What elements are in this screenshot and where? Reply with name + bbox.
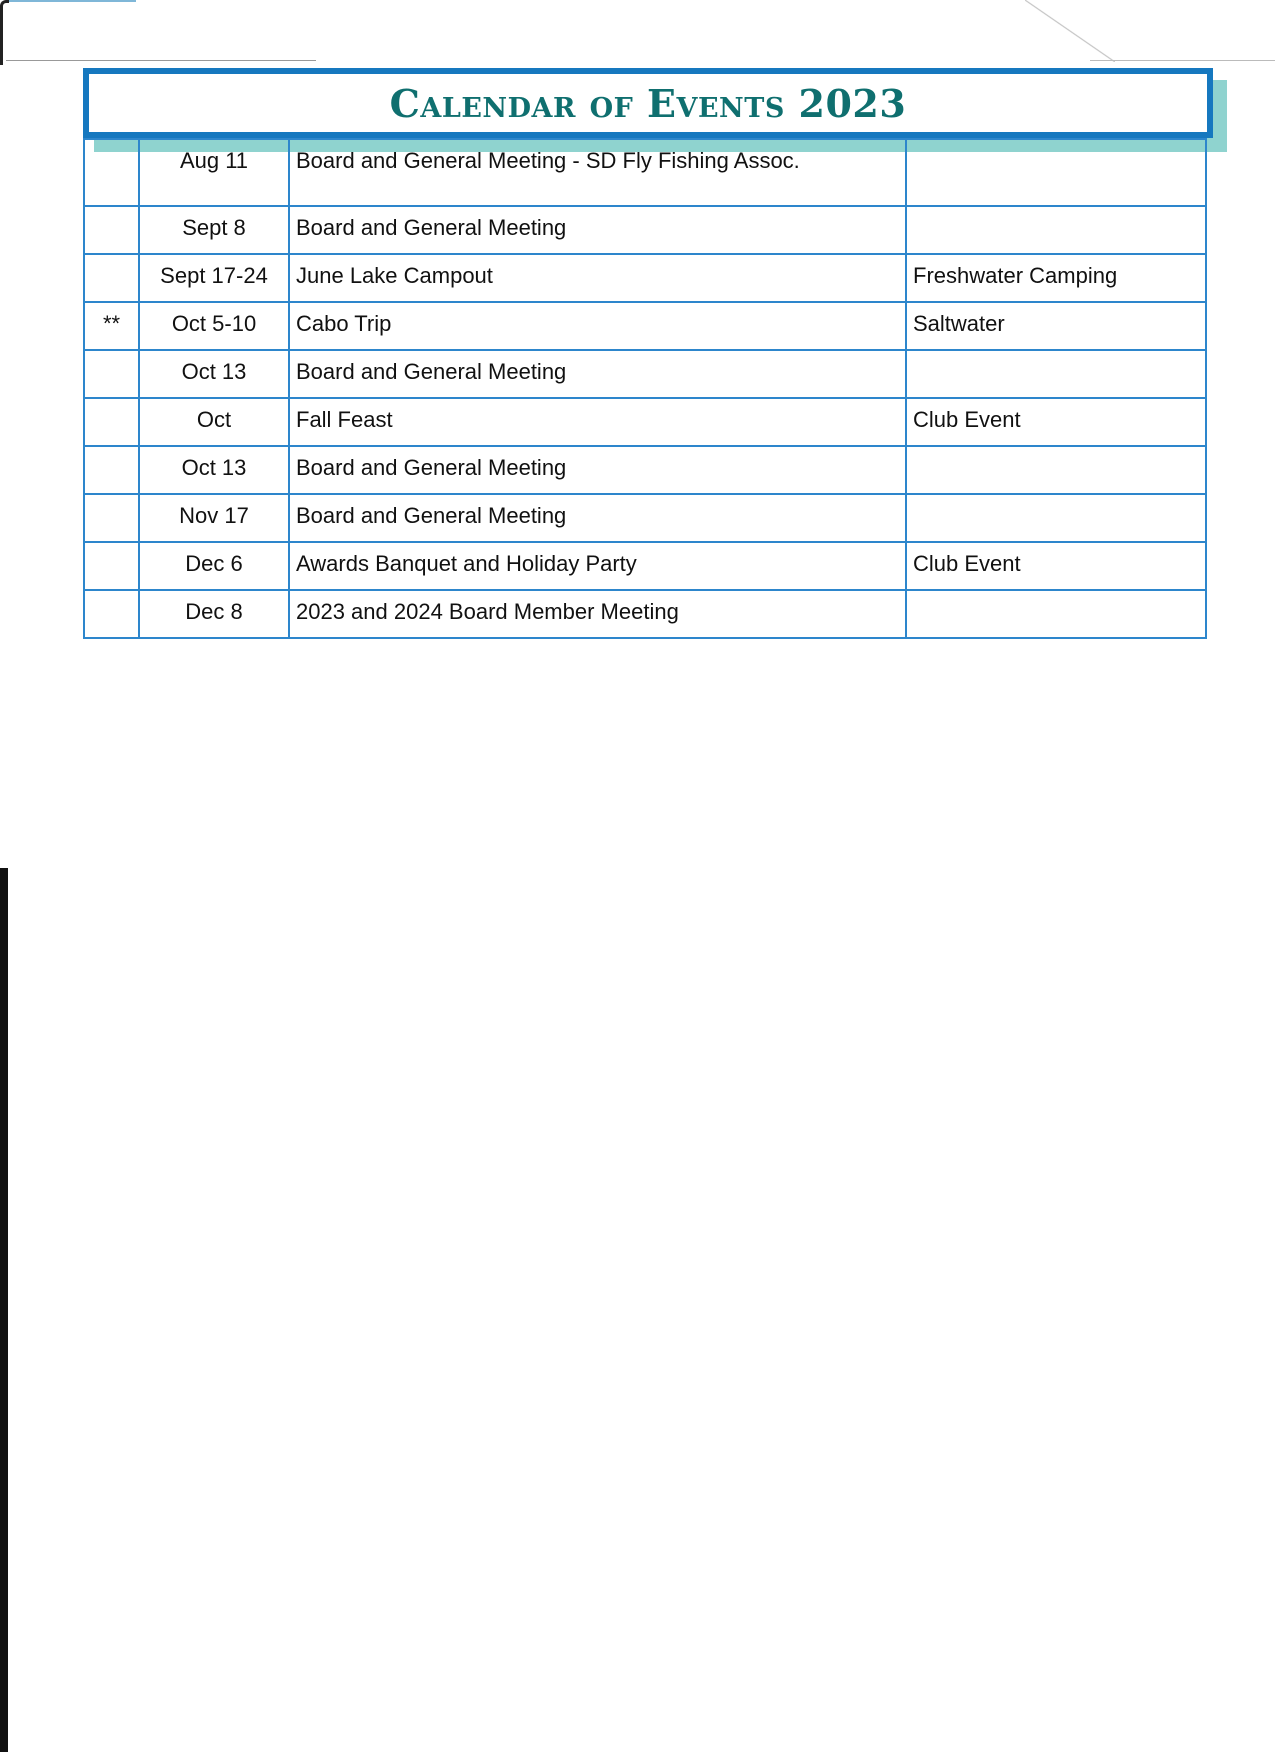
event-category: [906, 139, 1206, 206]
event-mark: [84, 542, 139, 590]
table-row: [84, 254, 1206, 302]
event-category: [906, 350, 1206, 398]
event-category: Freshwater Camping: [906, 254, 1206, 302]
event-name: June Lake Campout: [289, 254, 906, 302]
event-mark: [84, 350, 139, 398]
event-mark: [84, 206, 139, 254]
events-body: [84, 139, 1206, 638]
event-category: Club Event: [906, 398, 1206, 446]
table-row: [84, 139, 1206, 206]
event-date: Oct 13: [139, 350, 289, 398]
scan-artifact: [0, 868, 8, 1752]
table-row: [84, 206, 1206, 254]
event-name: Board and General Meeting: [289, 350, 906, 398]
event-mark: [84, 494, 139, 542]
events-table: [83, 138, 1207, 639]
event-name: Fall Feast: [289, 398, 906, 446]
event-category: [906, 206, 1206, 254]
table-row: [84, 542, 1206, 590]
table-row: [84, 350, 1206, 398]
event-name: 2023 and 2024 Board Member Meeting: [289, 590, 906, 638]
table-row: [84, 446, 1206, 494]
event-category: Saltwater: [906, 302, 1206, 350]
event-date: Oct 5-10: [139, 302, 289, 350]
event-name: Board and General Meeting: [289, 446, 906, 494]
scan-artifact: [6, 0, 136, 2]
scan-artifact: [1090, 60, 1275, 61]
table-row: [84, 398, 1206, 446]
scan-artifact: [0, 0, 9, 65]
event-category: [906, 590, 1206, 638]
event-mark: [84, 139, 139, 206]
table-row: [84, 302, 1206, 350]
event-mark: [84, 254, 139, 302]
event-date: Aug 11: [139, 139, 289, 206]
event-date: Dec 6: [139, 542, 289, 590]
page-title: Calendar of Events 2023: [389, 80, 907, 126]
event-date: Oct 13: [139, 446, 289, 494]
table-row: [84, 494, 1206, 542]
event-date: Sept 17-24: [139, 254, 289, 302]
event-mark: [84, 446, 139, 494]
event-name: Board and General Meeting: [289, 494, 906, 542]
event-date: Sept 8: [139, 206, 289, 254]
title-banner: [83, 68, 1213, 138]
scan-artifact: [1025, 0, 1115, 62]
event-name: Awards Banquet and Holiday Party: [289, 542, 906, 590]
event-category: [906, 446, 1206, 494]
event-mark: [84, 590, 139, 638]
table-row: [84, 590, 1206, 638]
event-mark: **: [84, 302, 139, 350]
event-name: Cabo Trip: [289, 302, 906, 350]
event-date: Nov 17: [139, 494, 289, 542]
event-name: Board and General Meeting: [289, 206, 906, 254]
event-mark: [84, 398, 139, 446]
event-date: Dec 8: [139, 590, 289, 638]
scan-artifact: [6, 60, 316, 61]
event-category: Club Event: [906, 542, 1206, 590]
event-date: Oct: [139, 398, 289, 446]
event-category: [906, 494, 1206, 542]
event-name: Board and General Meeting - SD Fly Fishing Assoc.: [289, 139, 906, 206]
